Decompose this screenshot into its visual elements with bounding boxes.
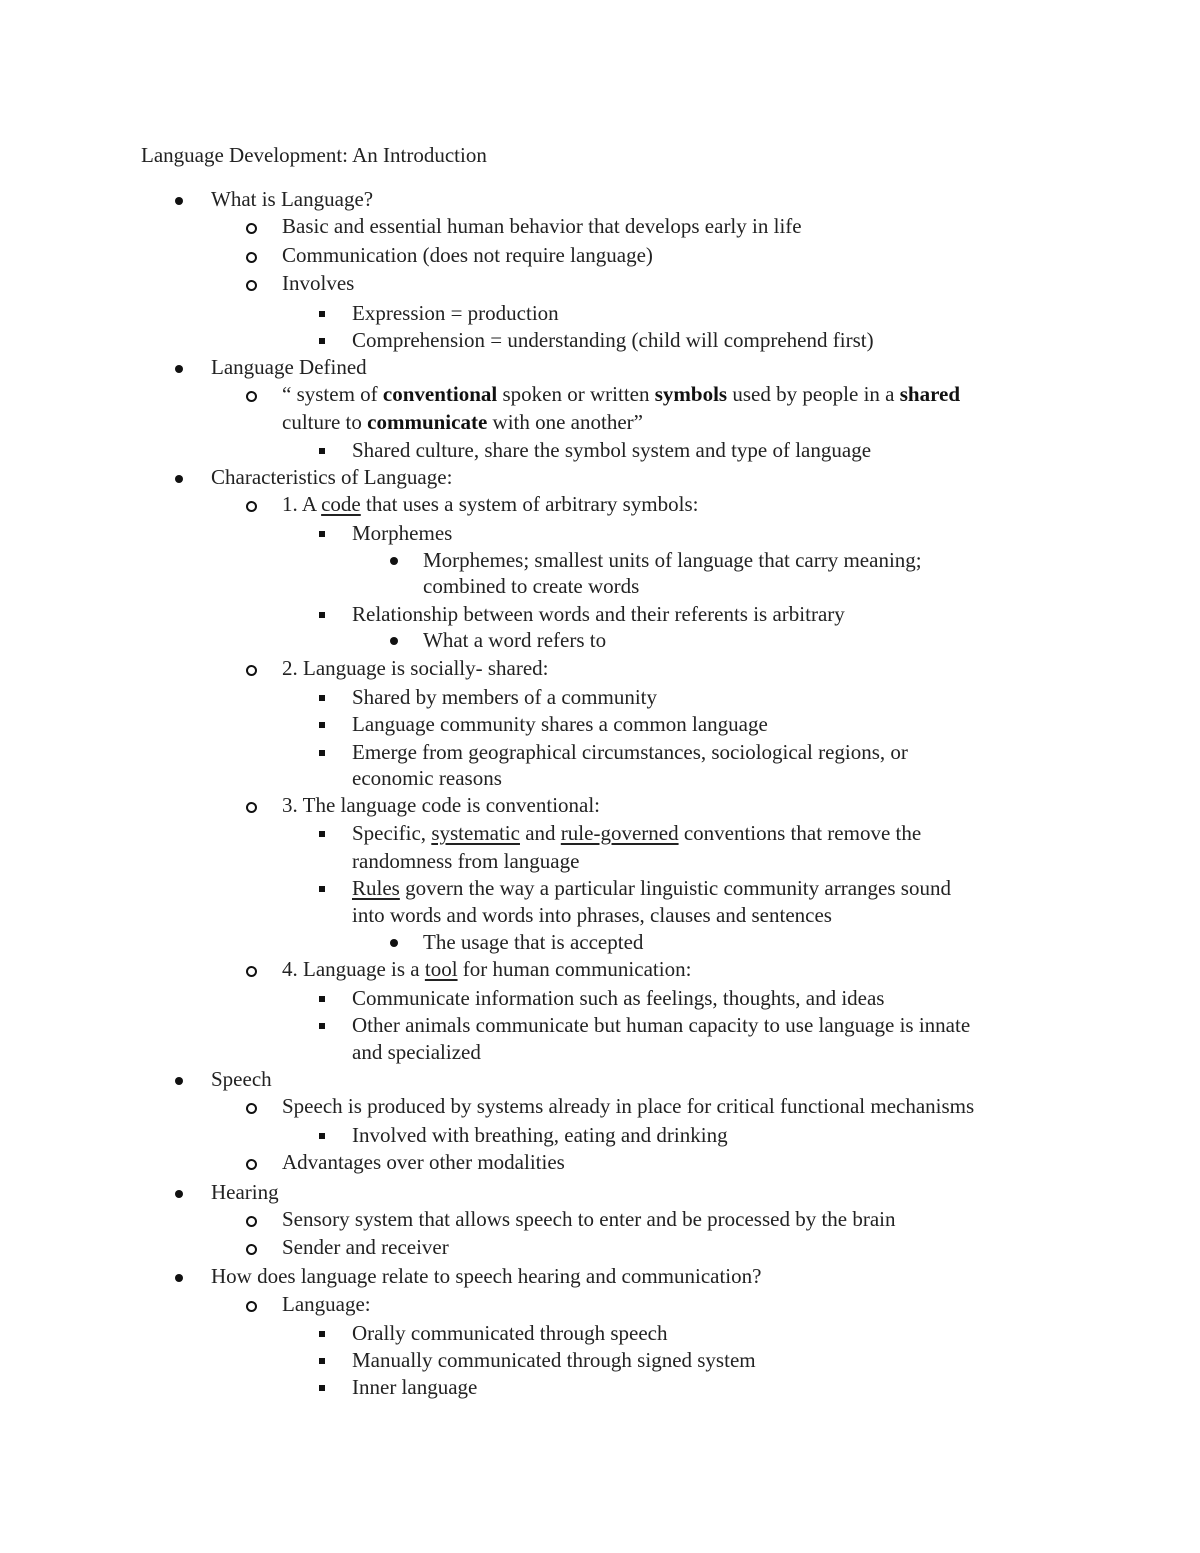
list-item-continuation: randomness from language <box>352 849 580 873</box>
list-item-level-3: Other animals communicate but human capacity to use language is innate <box>352 1013 971 1037</box>
bullet-marker-level-1 <box>175 475 183 483</box>
underlined-term: tool <box>424 957 458 981</box>
text-segment: for human communication: <box>457 957 692 981</box>
list-item-level-2: Basic and essential human behavior that develops early in life <box>282 214 802 238</box>
list-item-continuation: into words and words into phrases, clauses and sentences <box>352 903 832 927</box>
bullet-marker-level-2 <box>246 252 257 263</box>
list-item-level-3: Involved with breathing, eating and drinking <box>352 1123 728 1147</box>
list-item-level-2: Speech is produced by systems already in place for critical functional mechanisms <box>282 1094 975 1118</box>
bullet-marker-level-3 <box>319 750 325 756</box>
bullet-marker-level-2 <box>246 391 257 402</box>
list-item-level-3: Expression = production <box>352 301 559 325</box>
text-segment: 4. Language is a <box>282 957 425 981</box>
bullet-marker-level-3 <box>319 1023 325 1029</box>
text-segment: Specific, <box>352 821 432 845</box>
list-item-level-3: Language community shares a common language <box>352 712 768 736</box>
bullet-marker-level-2 <box>246 1301 257 1312</box>
bullet-marker-level-1 <box>175 365 183 373</box>
list-item-level-3: Shared by members of a community <box>352 685 658 709</box>
list-item-level-3: Communicate information such as feelings, thoughts, and ideas <box>352 986 885 1010</box>
text-segment: culture to <box>282 410 368 434</box>
text-segment: with one another” <box>487 410 643 434</box>
text-segment: used by people in a <box>727 382 900 406</box>
bullet-marker-level-3 <box>319 1133 325 1139</box>
bold-term: communicate <box>367 410 488 434</box>
list-item-level-1: Speech <box>211 1067 272 1091</box>
list-item-level-4: Morphemes; smallest units of language that carry meaning; <box>423 548 922 572</box>
bullet-marker-level-2 <box>246 802 257 813</box>
list-item-level-3: Manually communicated through signed system <box>352 1348 756 1372</box>
bullet-marker-level-3 <box>319 448 325 454</box>
list-item-level-3: Comprehension = understanding (child will comprehend first) <box>352 328 874 352</box>
list-item-level-3: Emerge from geographical circumstances, sociological regions, or <box>352 740 908 764</box>
list-item-level-3: Orally communicated through speech <box>352 1321 668 1345</box>
list-item-level-1: Hearing <box>211 1180 279 1204</box>
bullet-marker-level-1 <box>175 1274 183 1282</box>
list-item-level-1: How does language relate to speech hearing and communication? <box>211 1264 762 1288</box>
bullet-marker-level-3 <box>319 311 325 317</box>
underlined-term: systematic <box>431 821 520 845</box>
bullet-marker-level-1 <box>175 197 183 205</box>
list-item-level-2: Language: <box>282 1292 371 1316</box>
list-item-level-2: Involves <box>282 271 355 295</box>
text-segment: “ system of <box>282 382 383 406</box>
bold-term: conventional <box>382 382 498 406</box>
list-item-level-1: Characteristics of Language: <box>211 465 453 489</box>
bullet-marker-level-3 <box>319 531 325 537</box>
bullet-marker-level-2 <box>246 501 257 512</box>
list-item-level-4: The usage that is accepted <box>423 930 644 954</box>
bullet-marker-level-1 <box>175 1190 183 1198</box>
list-item-level-1: Language Defined <box>211 355 367 379</box>
bullet-marker-level-4 <box>390 637 398 645</box>
list-item-level-3: Inner language <box>352 1375 478 1399</box>
underlined-term: code <box>321 492 361 516</box>
underlined-term: rule-governed <box>560 821 679 845</box>
document-title: Language Development: An Introduction <box>141 143 487 167</box>
list-item-level-2 <box>282 381 960 408</box>
list-item-level-2: 3. The language code is conventional: <box>282 793 601 817</box>
bullet-marker-level-1 <box>175 1077 183 1085</box>
bullet-marker-level-3 <box>319 996 325 1002</box>
list-item-level-3 <box>352 875 951 902</box>
list-item-level-2: Communication (does not require language) <box>282 243 653 267</box>
list-item-level-3: Shared culture, share the symbol system and type of language <box>352 438 872 462</box>
list-item-continuation: and specialized <box>352 1040 481 1064</box>
list-item-level-2 <box>282 491 698 518</box>
list-item-level-2: Sensory system that allows speech to enter and be processed by the brain <box>282 1207 896 1231</box>
bold-term: symbols <box>654 382 728 406</box>
bullet-marker-level-3 <box>319 831 325 837</box>
bullet-marker-level-3 <box>319 1385 325 1391</box>
bullet-marker-level-2 <box>246 223 257 234</box>
bullet-marker-level-4 <box>390 939 398 947</box>
bullet-marker-level-4 <box>390 557 398 565</box>
bullet-marker-level-2 <box>246 966 257 977</box>
list-item-level-2: Sender and receiver <box>282 1235 449 1259</box>
list-item-level-1: What is Language? <box>211 187 374 211</box>
bullet-marker-level-2 <box>246 1159 257 1170</box>
bullet-marker-level-3 <box>319 695 325 701</box>
text-segment: spoken or written <box>497 382 655 406</box>
list-item-level-3: Morphemes <box>352 521 453 545</box>
bullet-marker-level-2 <box>246 280 257 291</box>
text-segment: conventions that remove the <box>678 821 922 845</box>
list-item-level-3 <box>352 820 921 847</box>
underlined-term: Rules <box>352 876 400 900</box>
text-segment: and <box>519 821 561 845</box>
text-segment: that uses a system of arbitrary symbols: <box>360 492 699 516</box>
bullet-marker-level-2 <box>246 1244 257 1255</box>
list-item-continuation: combined to create words <box>423 574 640 598</box>
list-item-level-2: Advantages over other modalities <box>282 1150 565 1174</box>
bullet-marker-level-3 <box>319 612 325 618</box>
bullet-marker-level-3 <box>319 338 325 344</box>
bullet-marker-level-2 <box>246 665 257 676</box>
bold-term: shared <box>899 382 961 406</box>
bullet-marker-level-2 <box>246 1216 257 1227</box>
bullet-marker-level-3 <box>319 722 325 728</box>
bullet-marker-level-2 <box>246 1103 257 1114</box>
list-item-continuation <box>282 409 643 436</box>
list-item-level-2: 2. Language is socially- shared: <box>282 656 549 680</box>
list-item-continuation: economic reasons <box>352 766 502 790</box>
list-item-level-4: What a word refers to <box>423 628 607 652</box>
list-item-level-2 <box>282 956 691 983</box>
text-segment: 1. A <box>282 492 322 516</box>
list-item-level-3: Relationship between words and their referents is arbitrary <box>352 602 845 626</box>
text-segment: govern the way a particular linguistic community arranges sound <box>399 876 951 900</box>
bullet-marker-level-3 <box>319 886 325 892</box>
bullet-marker-level-3 <box>319 1331 325 1337</box>
bullet-marker-level-3 <box>319 1358 325 1364</box>
